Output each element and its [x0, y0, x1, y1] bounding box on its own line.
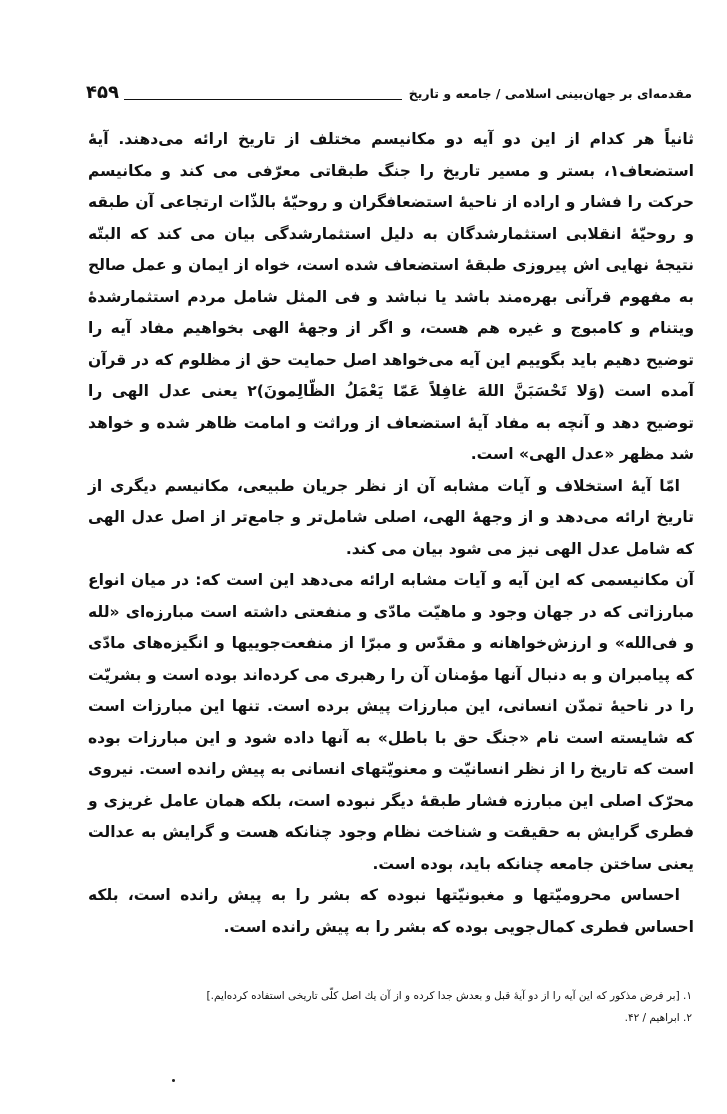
running-header — [86, 82, 692, 108]
paragraph: ثانیاً هر کدام از این دو آیه دو مکانیسم مختلف از تاریخ ارائه می‌دهند. آیهٔ استضعاف۱، بستر و مسیر تاریخ را جنگ طبقاتی معرّفی می کند و مکانیسم حرکت را فشار و اراده از ناحیهٔ استضعافگران و روحیّهٔ بالذّات ارتجاعی آن طبقه و روحیّهٔ انقلابی استثمارشدگان به دلیل استثمارشدگی بیان می کند که البتّه نتیجهٔ نهایی اش پیروزی طبقهٔ استضعاف شده است، خواه از ایمان و عمل صالح به مفهوم قرآنی بهره‌مند باشد یا نباشد و فی المثل شامل مردم استثمارشدهٔ ویتنام و کامبوج و غیره هم هست، و اگر از وجههٔ الهی بخواهیم مفاد آیه را توضیح دهیم باید بگوییم این آیه می‌خواهد اصل حمایت حق از مظلوم که در قرآن آمده است (وَلا تَحْسَبَنَّ اللهَ غافِلاً عَمّا یَعْمَلُ الظّالِمونَ)۲ یعنی عدل الهی را توضیح دهد و آنچه به مفاد آیهٔ استضعاف از وراثت و امامت ظاهر شده و خواهد شد مظهر «عدل الهی» است. — [88, 130, 694, 463]
footnotes — [96, 985, 692, 1029]
footnote: ۱. [بر فرض مذکور که این آیه را از دو آیهٔ قبل و بعدش جدا کرده و از آن یك اصل کلّی تاریخی استفاده کرده‌ایم.] — [206, 990, 692, 1002]
running-header-title: مقدمه‌ای بر جهان‌بینی اسلامی / جامعه و تاریخ — [408, 86, 692, 101]
paragraph: امّا آیهٔ استخلاف و آیات مشابه آن از نظر جریان طبیعی، مکانیسم دیگری از تاریخ ارائه می‌دهد و از وجههٔ الهی، اصلی شامل‌تر و جامع‌تر از اصل عدل الهی که شامل عدل الهی نیز می شود بیان می کند. — [88, 476, 694, 558]
paragraph: آن مکانیسمی که این آیه و آیات مشابه ارائه می‌دهد این است که: در میان انواع مبارزاتی که در جهان وجود و ماهیّت مادّی و منفعتی داشته است مبارزه‌ای «لله و فی‌الله» و ارزش‌خواهانه و مقدّس و مبرّا از منفعت‌جوییها و انگیزه‌های مادّی که پیامبران و به دنبال آنها مؤمنان آن را رهبری می کرده‌اند بوده است و بشریّت را در ناحیهٔ تمدّن انسانی، این مبارزات پیش برده است. تنها این مبارزات است که شایسته است نام «جنگ حق با باطل» به آنها داده شود و این مبارزات بوده است که تاریخ را از نظر انسانیّت و معنویّتهای انسانی به پیش رانده است. نیروی محرّک اصلی این مبارزه فشار طبقهٔ دیگر نبوده است، بلکه همان عامل غریزی و فطری گرایش به حقیقت و شناخت نظام وجود چنانکه هست و گرایش به عدالت یعنی ساختن جامعه چنانکه باید، بوده است. — [88, 571, 694, 873]
body-text — [88, 124, 694, 943]
paragraph: احساس محرومیّتها و مغبونیّتها نبوده که بشر را به پیش رانده است، بلکه احساس فطری کمال‌جویی بوده که بشر را به پیش رانده است. — [88, 886, 694, 936]
header-rule — [124, 99, 402, 100]
page-number: ۴۵۹ — [86, 82, 119, 103]
footnote: ۲. ابراهیم / ۴۲. — [624, 1012, 692, 1024]
print-speck — [172, 1079, 175, 1082]
